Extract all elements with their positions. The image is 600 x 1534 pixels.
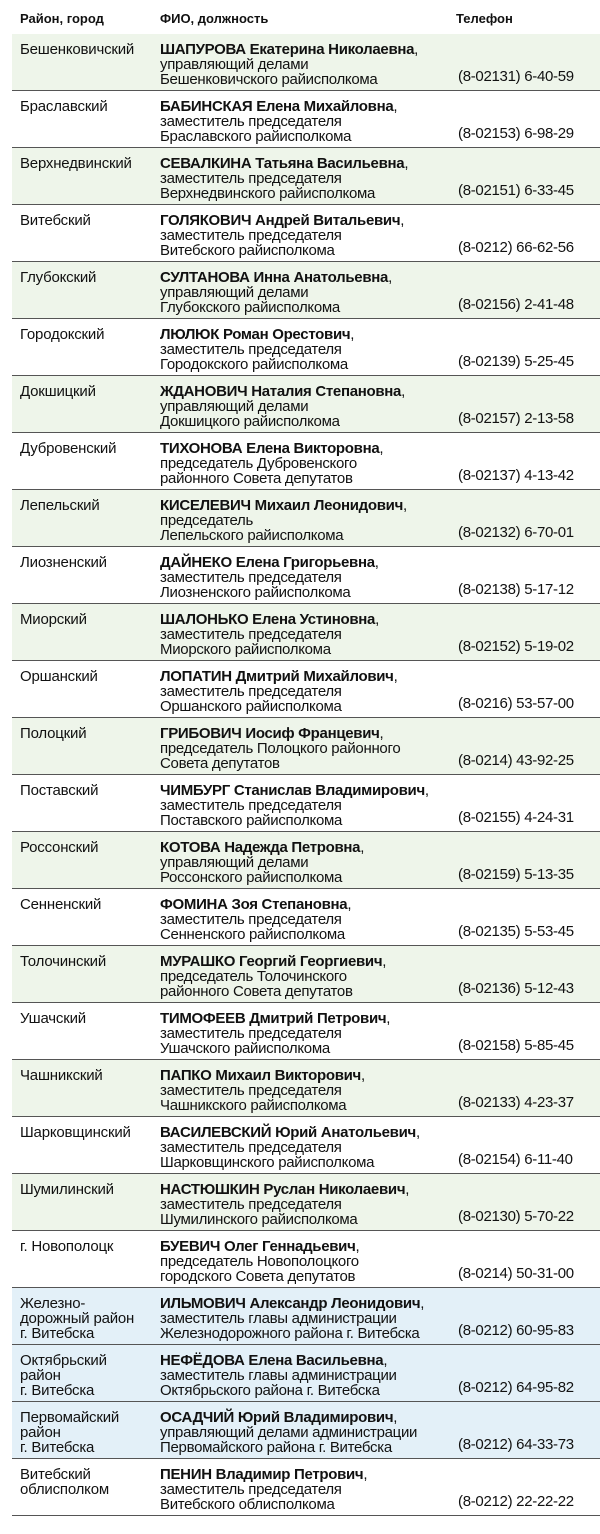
- person-position: председатель: [160, 512, 254, 529]
- person-cell: ПЕНИН Владимир Петрович, заместитель председателя Витебского облисполкома: [160, 1467, 460, 1512]
- district-cell: Миорский: [20, 611, 87, 628]
- person-position: Шумилинского райисполкома: [160, 1211, 358, 1228]
- phone-cell: (8-02157) 2-13-58: [458, 410, 574, 427]
- person-name: КИСЕЛЕВИЧ Михаил Леонидович: [160, 497, 403, 514]
- person-name: ПАПКО Михаил Викторович: [160, 1067, 361, 1084]
- person-cell: ГОЛЯКОВИЧ Андрей Витальевич, заместитель председателя Витебского райисполкома: [160, 213, 460, 258]
- district-cell: Шумилинский: [20, 1181, 114, 1198]
- phone-cell: (8-0212) 60-95-83: [458, 1322, 574, 1339]
- phone-cell: (8-02152) 5-19-02: [458, 638, 574, 655]
- phone-cell: (8-02155) 4-24-31: [458, 809, 574, 826]
- phone-cell: (8-02137) 4-13-42: [458, 467, 574, 484]
- phone-cell: (8-0214) 43-92-25: [458, 752, 574, 769]
- person-name: ЧИМБУРГ Станислав Владимирович: [160, 782, 425, 799]
- person-position: председатель Толочинского: [160, 968, 347, 985]
- phone-cell: (8-0216) 53-57-00: [458, 695, 574, 712]
- person-position: управляющий делами: [160, 398, 309, 415]
- person-position: заместитель председателя: [160, 1082, 342, 1099]
- person-cell: ДАЙНЕКО Елена Григорьевна, заместитель председателя Лиозненского райисполкома: [160, 555, 460, 600]
- person-position: Сенненского райисполкома: [160, 926, 345, 943]
- person-position: управляющий делами: [160, 284, 309, 301]
- phone-cell: (8-02154) 6-11-40: [458, 1151, 573, 1168]
- person-position: Оршанского райисполкома: [160, 698, 342, 715]
- person-position: заместитель председателя: [160, 1025, 342, 1042]
- table-row: [12, 1345, 600, 1402]
- person-position: районного Совета депутатов: [160, 983, 353, 1000]
- person-position: заместитель председателя: [160, 626, 342, 643]
- header-person: ФИО, должность: [160, 11, 269, 26]
- person-cell: ЧИМБУРГ Станислав Владимирович, заместитель председателя Поставского райисполкома: [160, 783, 460, 828]
- table-row: [12, 832, 600, 889]
- table-row: [12, 661, 600, 718]
- person-name: НАСТЮШКИН Руслан Николаевич: [160, 1181, 406, 1198]
- district-cell: Верхнедвинский: [20, 155, 132, 172]
- district-cell: Докшицкий: [20, 383, 96, 400]
- person-position: Браславского райисполкома: [160, 128, 352, 145]
- phone-cell: (8-02151) 6-33-45: [458, 182, 574, 199]
- table-row: [12, 1231, 600, 1288]
- person-cell: ТИМОФЕЕВ Дмитрий Петрович, заместитель председателя Ушачского райисполкома: [160, 1011, 460, 1056]
- person-cell: КОТОВА Надежда Петровна, управляющий делами Россонского райисполкома: [160, 840, 460, 885]
- phone-cell: (8-02135) 5-53-45: [458, 923, 574, 940]
- person-name: ЛОПАТИН Дмитрий Михайлович: [160, 668, 394, 685]
- person-name: НЕФЁДОВА Елена Васильевна: [160, 1352, 384, 1369]
- phone-cell: (8-02130) 5-70-22: [458, 1208, 574, 1225]
- district-cell: Бешенковичский: [20, 41, 135, 58]
- person-position: председатель Дубровенского: [160, 455, 357, 472]
- person-cell: СЕВАЛКИНА Татьяна Васильевна, заместитель председателя Верхнедвинского райисполкома: [160, 156, 460, 201]
- person-position: Первомайского района г. Витебска: [160, 1439, 392, 1456]
- header-district: Район, город: [20, 11, 104, 26]
- district-cell: Полоцкий: [20, 725, 87, 742]
- district-cell: Первомайский район г. Витебска: [20, 1409, 120, 1456]
- person-position: Верхнедвинского райисполкома: [160, 185, 376, 202]
- person-name: СУЛТАНОВА Инна Анатольевна: [160, 269, 389, 286]
- table-row: [12, 34, 600, 91]
- person-name: ГОЛЯКОВИЧ Андрей Витальевич: [160, 212, 401, 229]
- table-row: [12, 376, 600, 433]
- person-position: Железнодорожного района г. Витебска: [160, 1325, 420, 1342]
- table-row: [12, 319, 600, 376]
- district-cell: г. Новополоцк: [20, 1238, 114, 1255]
- phone-cell: (8-0212) 64-95-82: [458, 1379, 574, 1396]
- person-position: заместитель председателя: [160, 911, 342, 928]
- header-phone: Телефон: [456, 11, 513, 26]
- phone-cell: (8-02158) 5-85-45: [458, 1037, 574, 1054]
- table-header: [12, 0, 600, 36]
- district-cell: Шарковщинский: [20, 1124, 131, 1141]
- person-name: ИЛЬМОВИЧ Александр Леонидович: [160, 1295, 421, 1312]
- district-cell: Россонский: [20, 839, 99, 856]
- person-position: заместитель председателя: [160, 170, 342, 187]
- phone-cell: (8-0214) 50-31-00: [458, 1265, 574, 1282]
- phone-cell: (8-0212) 66-62-56: [458, 239, 574, 256]
- table-row: [12, 148, 600, 205]
- person-cell: ШАЛОНЬКО Елена Устиновна, заместитель председателя Миорского райисполкома: [160, 612, 460, 657]
- person-cell: ШАПУРОВА Екатерина Николаевна, управляющий делами Бешенковичского райисполкома: [160, 42, 460, 87]
- phone-cell: (8-02139) 5-25-45: [458, 353, 574, 370]
- district-cell: Чашникский: [20, 1067, 103, 1084]
- person-position: управляющий делами: [160, 56, 309, 73]
- person-name: ТИМОФЕЕВ Дмитрий Петрович: [160, 1010, 387, 1027]
- person-position: Лепельского райисполкома: [160, 527, 344, 544]
- district-cell: Ушачский: [20, 1010, 86, 1027]
- table-row: [12, 433, 600, 490]
- phone-cell: (8-02132) 6-70-01: [458, 524, 574, 541]
- person-cell: СУЛТАНОВА Инна Анатольевна, управляющий делами Глубокского райисполкома: [160, 270, 460, 315]
- person-position: городского Совета депутатов: [160, 1268, 356, 1285]
- table-row: [12, 1402, 600, 1459]
- person-position: Витебского облисполкома: [160, 1496, 335, 1513]
- person-position: председатель Полоцкого районного: [160, 740, 401, 757]
- person-position: Лиозненского райисполкома: [160, 584, 351, 601]
- person-cell: БАБИНСКАЯ Елена Михайловна, заместитель председателя Браславского райисполкома: [160, 99, 460, 144]
- person-position: Поставского райисполкома: [160, 812, 343, 829]
- person-cell: ТИХОНОВА Елена Викторовна, председатель Дубровенского районного Совета депутатов: [160, 441, 460, 486]
- person-position: заместитель председателя: [160, 1481, 342, 1498]
- person-cell: НЕФЁДОВА Елена Васильевна, заместитель главы администрации Октябрьского района г. Витебска: [160, 1353, 460, 1398]
- district-cell: Лиозненский: [20, 554, 107, 571]
- person-position: заместитель председателя: [160, 113, 342, 130]
- person-position: заместитель главы администрации: [160, 1310, 397, 1327]
- person-position: Городокского райисполкома: [160, 356, 348, 373]
- table-row: [12, 490, 600, 547]
- person-position: Миорского райисполкома: [160, 641, 331, 658]
- table-row: [12, 91, 600, 148]
- table-row: [12, 1003, 600, 1060]
- table-row: [12, 604, 600, 661]
- person-cell: ЖДАНОВИЧ Наталия Степановна, управляющий делами Докшицкого райисполкома: [160, 384, 460, 429]
- person-cell: ИЛЬМОВИЧ Александр Леонидович, заместитель главы администрации Железнодорожного района г. Витебска: [160, 1296, 460, 1341]
- person-name: ШАЛОНЬКО Елена Устиновна: [160, 611, 376, 628]
- person-position: Совета депутатов: [160, 755, 280, 772]
- district-cell: Сенненский: [20, 896, 102, 913]
- phone-cell: (8-02153) 6-98-29: [458, 125, 574, 142]
- phone-cell: (8-0212) 64-33-73: [458, 1436, 574, 1453]
- person-cell: ФОМИНА Зоя Степановна, заместитель председателя Сенненского райисполкома: [160, 897, 460, 942]
- phone-cell: (8-0212) 22-22-22: [458, 1493, 574, 1510]
- phone-cell: (8-02136) 5-12-43: [458, 980, 574, 997]
- table-row: [12, 1288, 600, 1345]
- person-name: БАБИНСКАЯ Елена Михайловна: [160, 98, 394, 115]
- person-name: ЛЮЛЮК Роман Орестович: [160, 326, 351, 343]
- district-cell: Витебский облисполком: [20, 1466, 109, 1498]
- person-position: заместитель председателя: [160, 227, 342, 244]
- district-cell: Городокский: [20, 326, 105, 343]
- person-name: МУРАШКО Георгий Георгиевич: [160, 953, 383, 970]
- person-name: ЖДАНОВИЧ Наталия Степановна: [160, 383, 402, 400]
- person-cell: ВАСИЛЕВСКИЙ Юрий Анатольевич, заместитель председателя Шарковщинского райисполкома: [160, 1125, 460, 1170]
- district-cell: Витебский: [20, 212, 91, 229]
- table-row: [12, 889, 600, 946]
- person-name: ВАСИЛЕВСКИЙ Юрий Анатольевич: [160, 1124, 416, 1141]
- person-name: ФОМИНА Зоя Степановна: [160, 896, 348, 913]
- district-cell: Дубровенский: [20, 440, 117, 457]
- person-name: СЕВАЛКИНА Татьяна Васильевна: [160, 155, 405, 172]
- person-cell: ОСАДЧИЙ Юрий Владимирович, управляющий делами администрации Первомайского района г. Витебска: [160, 1410, 460, 1455]
- district-cell: Глубокский: [20, 269, 97, 286]
- phone-cell: (8-02159) 5-13-35: [458, 866, 574, 883]
- person-position: Октябрьского района г. Витебска: [160, 1382, 380, 1399]
- person-position: управляющий делами администрации: [160, 1424, 418, 1441]
- table-row: [12, 262, 600, 319]
- district-cell: Браславский: [20, 98, 108, 115]
- person-position: заместитель председателя: [160, 797, 342, 814]
- district-cell: Толочинский: [20, 953, 107, 970]
- person-name: ДАЙНЕКО Елена Григорьевна: [160, 554, 375, 571]
- person-cell: ГРИБОВИЧ Иосиф Францевич, председатель Полоцкого районного Совета депутатов: [160, 726, 460, 771]
- person-position: Россонского райисполкома: [160, 869, 343, 886]
- person-position: Шарковщинского райисполкома: [160, 1154, 375, 1171]
- person-position: заместитель главы администрации: [160, 1367, 397, 1384]
- person-position: районного Совета депутатов: [160, 470, 353, 487]
- table-body: [12, 34, 600, 1516]
- phone-cell: (8-02156) 2-41-48: [458, 296, 574, 313]
- district-cell: Октябрьский район г. Витебска: [20, 1352, 107, 1399]
- person-name: ПЕНИН Владимир Петрович: [160, 1466, 364, 1483]
- person-name: КОТОВА Надежда Петровна: [160, 839, 361, 856]
- person-position: Глубокского райисполкома: [160, 299, 340, 316]
- person-position: Ушачского райисполкома: [160, 1040, 330, 1057]
- person-position: Витебского райисполкома: [160, 242, 335, 259]
- person-cell: КИСЕЛЕВИЧ Михаил Леонидович, председатель Лепельского райисполкома: [160, 498, 460, 543]
- person-name: БУЕВИЧ Олег Геннадьевич: [160, 1238, 356, 1255]
- table-row: [12, 205, 600, 262]
- person-position: Докшицкого райисполкома: [160, 413, 340, 430]
- table-row: [12, 775, 600, 832]
- district-cell: Поставский: [20, 782, 99, 799]
- table-row: [12, 718, 600, 775]
- person-position: заместитель председателя: [160, 341, 342, 358]
- person-name: ТИХОНОВА Елена Викторовна: [160, 440, 380, 457]
- person-position: управляющий делами: [160, 854, 309, 871]
- table-row: [12, 1117, 600, 1174]
- person-position: заместитель председателя: [160, 569, 342, 586]
- person-position: заместитель председателя: [160, 683, 342, 700]
- table-row: [12, 946, 600, 1003]
- district-cell: Оршанский: [20, 668, 98, 685]
- phone-cell: (8-02133) 4-23-37: [458, 1094, 574, 1111]
- district-cell: Лепельский: [20, 497, 100, 514]
- person-name: ШАПУРОВА Екатерина Николаевна: [160, 41, 415, 58]
- person-position: заместитель председателя: [160, 1139, 342, 1156]
- table-row: [12, 1459, 600, 1516]
- person-cell: БУЕВИЧ Олег Геннадьевич, председатель Новополоцкого городского Совета депутатов: [160, 1239, 460, 1284]
- person-position: Бешенковичского райисполкома: [160, 71, 378, 88]
- person-cell: ЛОПАТИН Дмитрий Михайлович, заместитель председателя Оршанского райисполкома: [160, 669, 460, 714]
- district-cell: Железно- дорожный район г. Витебска: [20, 1295, 135, 1342]
- person-cell: НАСТЮШКИН Руслан Николаевич, заместитель председателя Шумилинского райисполкома: [160, 1182, 460, 1227]
- table-row: [12, 547, 600, 604]
- person-position: председатель Новополоцкого: [160, 1253, 359, 1270]
- person-cell: МУРАШКО Георгий Георгиевич, председатель Толочинского районного Совета депутатов: [160, 954, 460, 999]
- person-position: Чашникского райисполкома: [160, 1097, 347, 1114]
- phone-cell: (8-02138) 5-17-12: [458, 581, 574, 598]
- person-name: ГРИБОВИЧ Иосиф Францевич: [160, 725, 380, 742]
- person-name: ОСАДЧИЙ Юрий Владимирович: [160, 1409, 394, 1426]
- person-cell: ПАПКО Михаил Викторович, заместитель председателя Чашникского райисполкома: [160, 1068, 460, 1113]
- table-row: [12, 1060, 600, 1117]
- person-position: заместитель председателя: [160, 1196, 342, 1213]
- phone-cell: (8-02131) 6-40-59: [458, 68, 574, 85]
- person-cell: ЛЮЛЮК Роман Орестович, заместитель председателя Городокского райисполкома: [160, 327, 460, 372]
- table-row: [12, 1174, 600, 1231]
